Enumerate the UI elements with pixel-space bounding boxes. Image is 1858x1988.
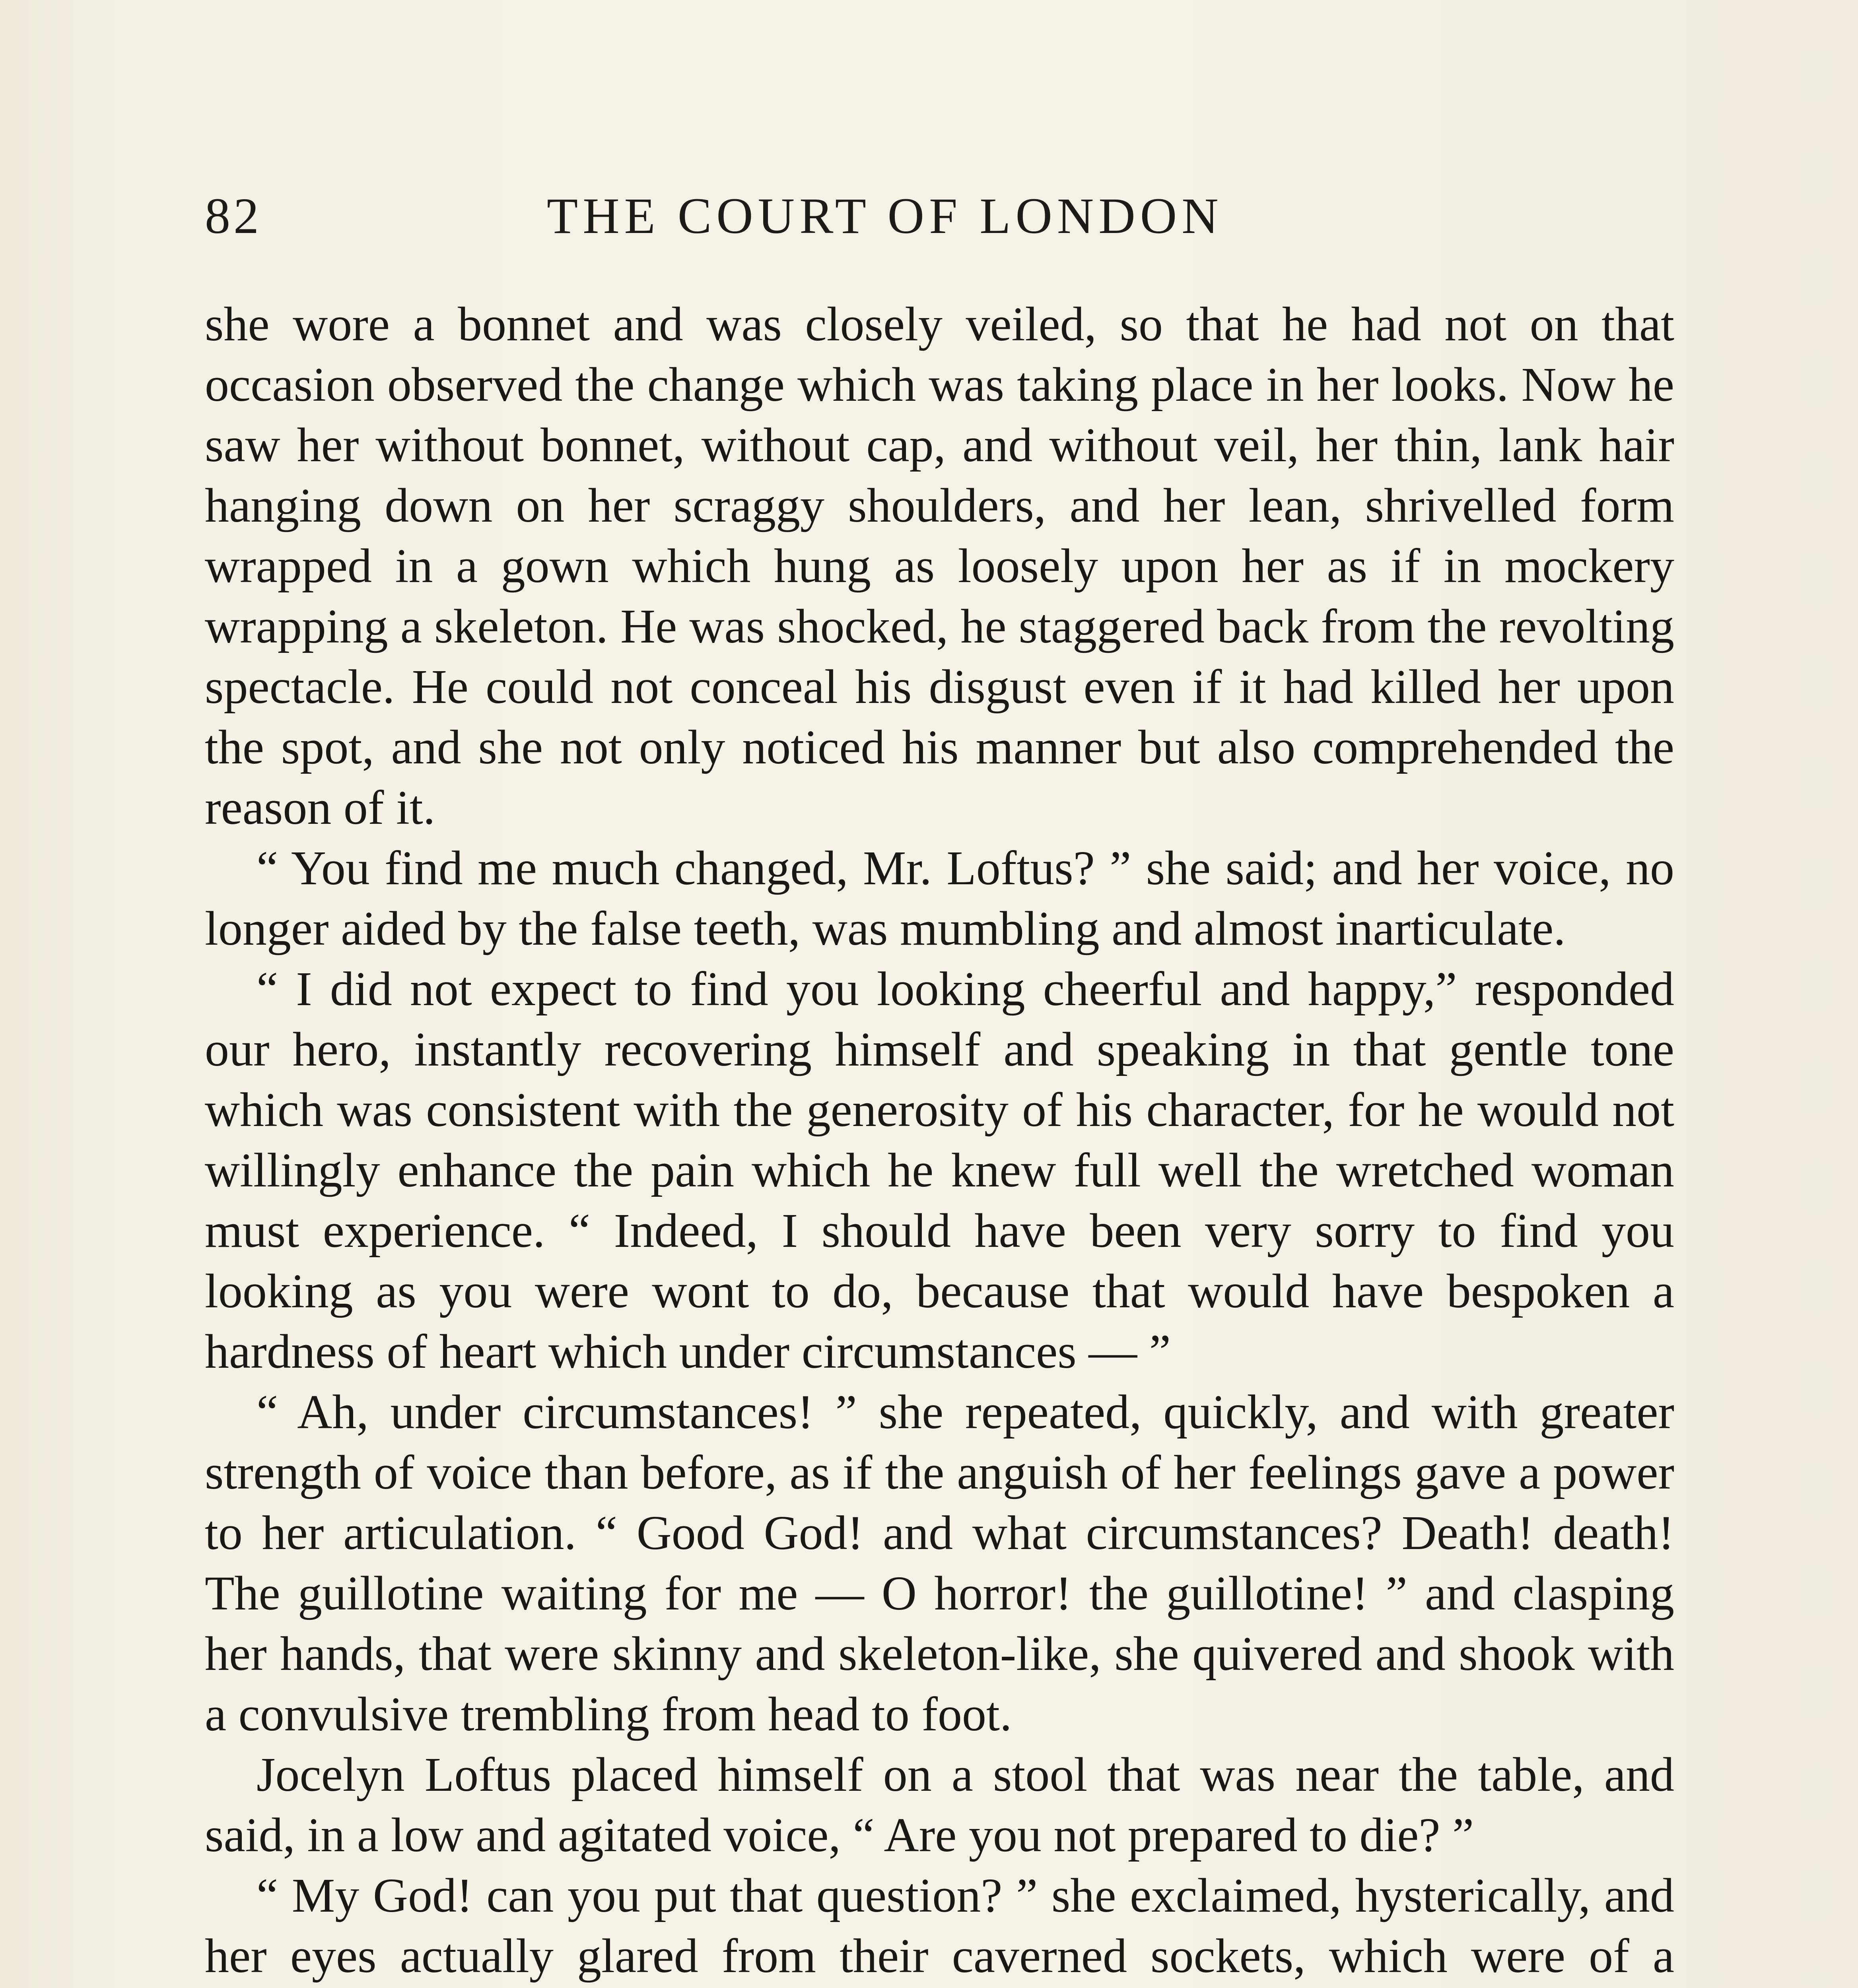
page-header [205, 187, 1676, 258]
body-text [205, 294, 1674, 1988]
paragraph-2: “ You find me much changed, Mr. Loftus? ” she said; and her voice, no longer aided by the false teeth, was mumbling and almost inarticulate. [205, 841, 1674, 955]
paragraph-6: “ My God! can you put that question? ” she exclaimed, hysterically, and her eyes actually glared from their caverned sockets, which were of a [205, 1869, 1674, 1983]
paragraph-3: “ I did not expect to find you looking cheerful and happy,” responded our hero, instantly recovering himself and speaking in that gentle tone which was consistent with the generosity of his character, for he would not willingly enhance the pain which he knew full well the wretched woman must experience. “ Indeed, I should have been very sorry to find you looking as you were wont to do, because that would have bespoken a hardness of heart which under circumstances — ” [205, 962, 1674, 1378]
paragraph-5: Jocelyn Loftus placed himself on a stool that was near the table, and said, in a low and agitated voice, “ Are you not prepared to die? ” [205, 1748, 1674, 1862]
page-number: 82 [205, 188, 262, 244]
paragraph-1: she wore a bonnet and was closely veiled, so that he had not on that occasion observed the change which was taking place in her looks. Now he saw her without bonnet, without cap, and without veil, her thin, lank hair hanging down on her scraggy shoulders, and her lean, shrivelled form wrapped in a gown which hung as loosely upon her as if in mockery wrapping a skeleton. He was shocked, he staggered back from the revolting spectacle. He could not conceal his disgust even if it had killed her upon the spot, and she not only noticed his manner but also comprehended the reason of it. [205, 297, 1674, 835]
running-title: THE COURT OF LONDON [547, 188, 1223, 244]
paragraph-4: “ Ah, under circumstances! ” she repeated, quickly, and with greater strength of voice than before, as if the anguish of her feelings gave a power to her articulation. “ Good God! and what circumstances? Death! death! The guillotine waiting for me — O horror! the guillotine! ” and clasping her hands, that were skinny and skeleton-like, she quivered and shook with a convulsive trembling from head to foot. [205, 1385, 1674, 1741]
